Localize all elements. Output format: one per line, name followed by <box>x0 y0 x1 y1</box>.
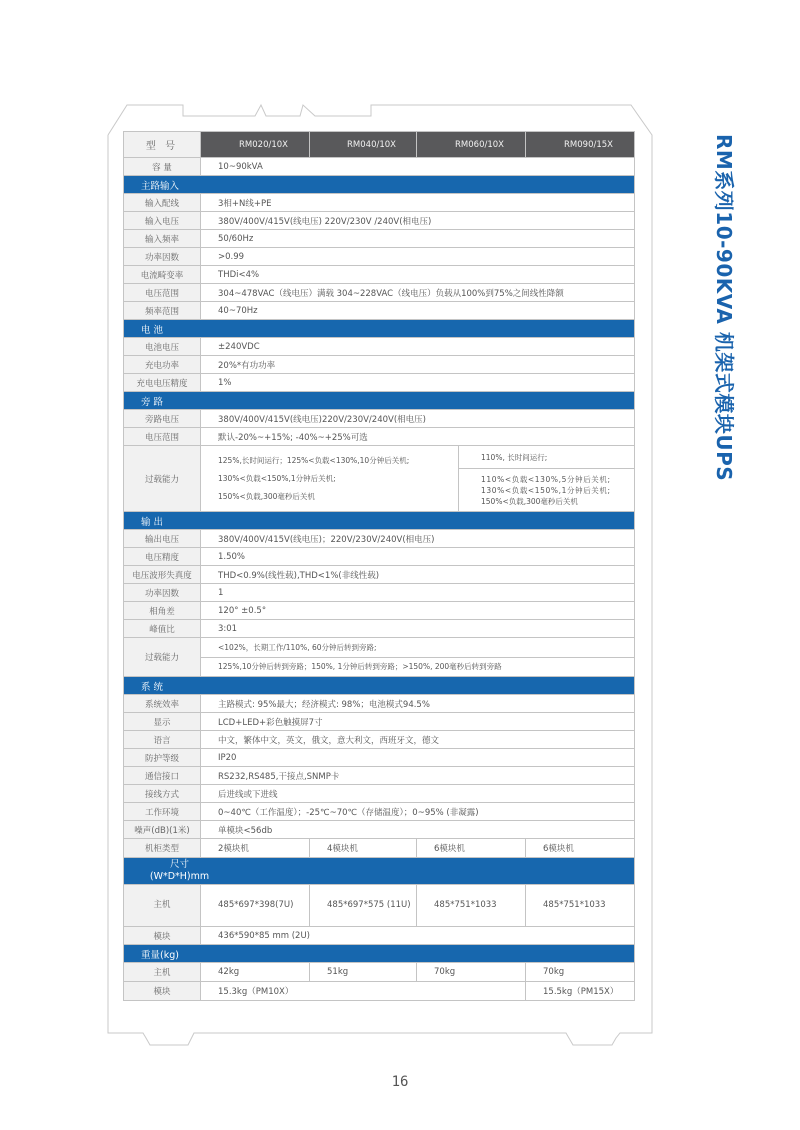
model-header-cell: RM090/15X <box>526 132 635 158</box>
row-value: 50/60Hz <box>201 230 635 248</box>
row-value: 20%*有功功率 <box>201 356 635 374</box>
row-label: 电流畸变率 <box>124 266 201 284</box>
module-weight-15x: 15.5kg（PM15X） <box>526 982 635 1001</box>
overload-line: 110%, 长时间运行; <box>459 446 634 469</box>
row-label: 主机 <box>124 963 201 982</box>
row-label: 显示 <box>124 713 201 731</box>
row-label: 输入频率 <box>124 230 201 248</box>
row-value: 3相+N线+PE <box>201 194 635 212</box>
row-value: >0.99 <box>201 248 635 266</box>
row-label: 过载能力 <box>124 446 201 512</box>
row-label: 旁路电压 <box>124 410 201 428</box>
spec-table <box>123 131 635 1001</box>
table-row <box>124 566 635 584</box>
overload-line: 125%,10分钟后转到旁路；150%, 1分钟后转到旁路；>150%, 200毫秒后转到旁路 <box>218 662 502 672</box>
row-label: 型 号 <box>124 132 201 158</box>
section-label: 系 统 <box>124 677 635 695</box>
row-label: 电压波形失真度 <box>124 566 201 584</box>
table-row <box>124 885 635 927</box>
table-row <box>124 548 635 566</box>
row-label: 主机 <box>124 885 201 927</box>
model-value-cell: 485*751*1033 <box>417 885 526 927</box>
table-row <box>124 713 635 731</box>
model-value-cell: 70kg <box>526 963 635 982</box>
model-value-cell: 4模块机 <box>310 839 417 858</box>
model-value-cell: 6模块机 <box>526 839 635 858</box>
table-row <box>124 248 635 266</box>
row-value: 3:01 <box>201 620 635 638</box>
overload-split <box>201 446 634 511</box>
section-label: 尺寸 <box>169 859 189 870</box>
overload-line: 125%,长时间运行；125%<负载<130%,10分钟后关机; <box>218 456 410 465</box>
row-label: 峰值比 <box>124 620 201 638</box>
section-header <box>124 320 635 338</box>
overload-line: <102%，长期工作/110%, 60分钟后转到旁路; <box>201 638 634 658</box>
overload-cell <box>201 638 635 677</box>
row-label: 输出电压 <box>124 530 201 548</box>
section-label-wrap <box>141 859 218 883</box>
row-value: 中文，繁体中文，英文，俄文，意大利文，西班牙文，德文 <box>201 731 635 749</box>
model-value-cell: 6模块机 <box>417 839 526 858</box>
section-label: 输 出 <box>124 512 635 530</box>
model-value-cell: 485*697*575 (11U) <box>310 885 417 927</box>
row-value: 10~90kVA <box>201 158 635 176</box>
overload-10x <box>201 446 459 511</box>
section-cell <box>124 858 635 885</box>
table-row <box>124 194 635 212</box>
row-label: 充电功率 <box>124 356 201 374</box>
row-value: 1 <box>201 584 635 602</box>
row-label: 电池电压 <box>124 338 201 356</box>
section-header <box>124 945 635 963</box>
row-label: 通信接口 <box>124 767 201 785</box>
row-label: 功率因数 <box>124 248 201 266</box>
table-row <box>124 638 635 677</box>
vertical-series-title: RM系列10-90KVA 机架式模块UPS <box>712 134 736 482</box>
model-header-cell: RM060/10X <box>417 132 526 158</box>
page-number: 16 <box>391 1074 409 1090</box>
row-label: 相角差 <box>124 602 201 620</box>
table-row <box>124 584 635 602</box>
table-row <box>124 602 635 620</box>
row-value: 单模块<56db <box>201 821 635 839</box>
overload-line: 130%<负载<150%,1分钟后关机; <box>481 485 611 495</box>
row-value: 0~40℃（工作温度）；-25℃~70℃（存储温度）；0~95% (非凝露) <box>201 803 635 821</box>
row-label: 过载能力 <box>124 638 201 677</box>
table-row <box>124 839 635 858</box>
table-row <box>124 374 635 392</box>
section-label: 主路输入 <box>124 176 635 194</box>
model-value-cell: 2模块机 <box>201 839 310 858</box>
row-label: 接线方式 <box>124 785 201 803</box>
row-label: 输入配线 <box>124 194 201 212</box>
module-weight-10x: 15.3kg（PM10X） <box>201 982 526 1001</box>
table-row <box>124 695 635 713</box>
section-header <box>124 176 635 194</box>
row-label: 语言 <box>124 731 201 749</box>
table-row <box>124 284 635 302</box>
table-row <box>124 230 635 248</box>
model-header-cell: RM020/10X <box>201 132 310 158</box>
row-label: 电压精度 <box>124 548 201 566</box>
row-label: 频率范围 <box>124 302 201 320</box>
overload-cell <box>201 446 635 512</box>
row-label: 容 量 <box>124 158 201 176</box>
table-row <box>124 927 635 945</box>
row-value: RS232,RS485,干接点,SNMP卡 <box>201 767 635 785</box>
overload-line: 110%<负载<130%,5分钟后关机; <box>481 474 611 484</box>
row-value: ±240VDC <box>201 338 635 356</box>
row-label: 机柜类型 <box>124 839 201 858</box>
overload-line: 150%<负载,300毫秒后关机 <box>481 496 578 506</box>
row-label: 电压范围 <box>124 284 201 302</box>
model-value-cell: 485*697*398(7U) <box>201 885 310 927</box>
table-row <box>124 767 635 785</box>
model-value-cell: 42kg <box>201 963 310 982</box>
section-label: 电 池 <box>124 320 635 338</box>
row-value: 40~70Hz <box>201 302 635 320</box>
row-value: 120° ±0.5° <box>201 602 635 620</box>
row-value: 380V/400V/415V(线电压) 220V/230V /240V(相电压) <box>201 212 635 230</box>
overload-line: 150%<负载,300毫秒后关机 <box>218 492 315 501</box>
table-row <box>124 749 635 767</box>
model-value-cell: 485*751*1033 <box>526 885 635 927</box>
section-header <box>124 858 635 885</box>
table-row <box>124 821 635 839</box>
row-value: 436*590*85 mm (2U) <box>201 927 635 945</box>
row-value: 1.50% <box>201 548 635 566</box>
section-header <box>124 392 635 410</box>
table-row <box>124 266 635 284</box>
section-header <box>124 677 635 695</box>
row-label: 防护等级 <box>124 749 201 767</box>
row-value: 1% <box>201 374 635 392</box>
table-header-row <box>124 132 635 158</box>
row-label: 模块 <box>124 982 201 1001</box>
row-value: THD<0.9%(线性载),THD<1%(非线性载) <box>201 566 635 584</box>
row-value: IP20 <box>201 749 635 767</box>
row-label: 噪声(dB)(1米) <box>124 821 201 839</box>
overload-lines <box>459 469 634 511</box>
table-row <box>124 620 635 638</box>
overload-15x <box>459 446 634 511</box>
table-row <box>124 356 635 374</box>
table-row <box>124 338 635 356</box>
table-row <box>124 785 635 803</box>
row-label: 功率因数 <box>124 584 201 602</box>
table-row <box>124 803 635 821</box>
table-row <box>124 530 635 548</box>
row-value: 380V/400V/415V(线电压)220V/230V/240V(相电压) <box>201 410 635 428</box>
row-value: 默认-20%~+15%; -40%~+25%可选 <box>201 428 635 446</box>
table-row <box>124 731 635 749</box>
row-label: 系统效率 <box>124 695 201 713</box>
row-value: 后进线或下进线 <box>201 785 635 803</box>
model-value-cell: 51kg <box>310 963 417 982</box>
section-sublabel: (W*D*H)mm <box>149 871 210 882</box>
row-label: 充电电压精度 <box>124 374 201 392</box>
table-row <box>124 158 635 176</box>
table-row <box>124 446 635 512</box>
row-value: 304~478VAC（线电压）满载 304~228VAC（线电压）负载从100%到75%之间线性降额 <box>201 284 635 302</box>
row-value: 380V/400V/415V(线电压)；220V/230V/240V(相电压) <box>201 530 635 548</box>
section-label: 旁 路 <box>124 392 635 410</box>
row-value: THDi<4% <box>201 266 635 284</box>
model-header-cell: RM040/10X <box>310 132 417 158</box>
row-value: 主路模式: 95%最大；经济模式: 98%；电池模式94.5% <box>201 695 635 713</box>
table-row <box>124 410 635 428</box>
section-label: 重量(kg) <box>124 945 635 963</box>
table-row <box>124 963 635 982</box>
row-value: LCD+LED+彩色触摸屏7寸 <box>201 713 635 731</box>
section-header <box>124 512 635 530</box>
overload-lines <box>201 638 634 676</box>
table-row <box>124 982 635 1001</box>
model-value-cell: 70kg <box>417 963 526 982</box>
row-label: 输入电压 <box>124 212 201 230</box>
table-row <box>124 302 635 320</box>
row-label: 电压范围 <box>124 428 201 446</box>
table-row <box>124 428 635 446</box>
table-row <box>124 212 635 230</box>
overload-line: 130%<负载<150%,1分钟后关机; <box>218 474 336 483</box>
row-label: 工作环境 <box>124 803 201 821</box>
row-label: 模块 <box>124 927 201 945</box>
